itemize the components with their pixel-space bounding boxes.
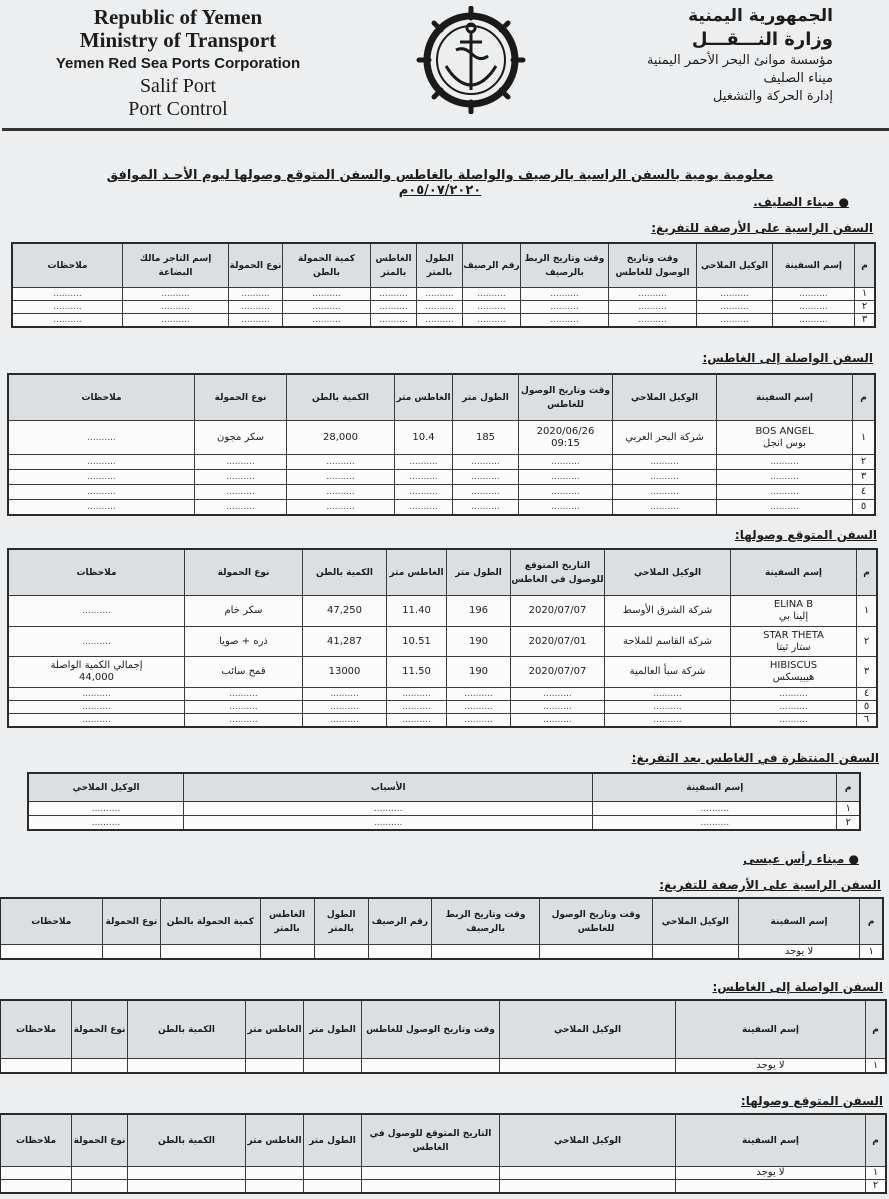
- column-header: وقت وتاريخ الربط بالرصيف: [431, 899, 539, 945]
- column-header: رقم الرصيف: [368, 899, 431, 945]
- table-cell: ..........: [229, 314, 283, 327]
- table-cell: 11.40: [387, 596, 447, 627]
- column-header: م: [866, 1001, 886, 1059]
- table-cell: ..........: [184, 816, 593, 830]
- table-cell: [304, 1167, 362, 1180]
- table-row: [9, 714, 877, 727]
- anchor-wheel-logo: [416, 6, 526, 114]
- column-header: الطول بالمتر: [314, 899, 368, 945]
- column-header: م: [866, 1115, 886, 1167]
- table-cell: ..........: [9, 627, 185, 657]
- column-header: الكمية بالطن: [128, 1001, 246, 1059]
- table-cell: [1, 945, 103, 959]
- table-cell: ..........: [9, 500, 195, 515]
- row-number: ٥: [857, 701, 877, 714]
- row-number: ٣: [853, 470, 875, 485]
- table-cell: إجمالي الكمية الواصلة 44,000: [9, 657, 185, 688]
- table-cell: ..........: [387, 714, 447, 727]
- table-cell: [246, 1180, 304, 1193]
- table-cell: ..........: [447, 701, 511, 714]
- port1-name: ميناء الصليف.: [753, 195, 835, 209]
- table-cell: ..........: [697, 301, 773, 314]
- column-header: إسم التاجر مالك البضاعة: [123, 244, 229, 288]
- header-english: [28, 6, 328, 121]
- header-arabic: [573, 4, 833, 106]
- header-country-ar: الجمهورية اليمنية: [688, 6, 833, 26]
- table-cell: 2020/07/07: [511, 657, 605, 688]
- table-cell: ..........: [511, 714, 605, 727]
- column-header: الأسباب: [184, 774, 593, 802]
- table-cell: ..........: [395, 485, 453, 500]
- table-row: [13, 314, 875, 327]
- table-cell: [500, 1167, 676, 1180]
- table-cell: [128, 1167, 246, 1180]
- table-cell: [500, 1180, 676, 1193]
- column-header: نوع الحمولة: [185, 550, 303, 596]
- table-cell: ..........: [9, 421, 195, 455]
- row-number: ٢: [837, 816, 860, 830]
- column-header: رقم الرصيف: [463, 244, 521, 288]
- table-cell: ..........: [195, 485, 287, 500]
- table-cell: ..........: [185, 701, 303, 714]
- table-cell: ..........: [123, 288, 229, 301]
- table-cell: ..........: [453, 485, 519, 500]
- table-cell: 190: [447, 627, 511, 657]
- table-cell: ..........: [371, 314, 417, 327]
- table-cell: لا يوجد: [676, 1167, 866, 1180]
- table-row: [9, 627, 877, 657]
- table-cell: ..........: [613, 470, 717, 485]
- table-cell: ..........: [717, 485, 853, 500]
- p2-expected-title: السفن المتوقع وصولها:: [740, 1094, 883, 1108]
- column-header: الطول متر: [447, 550, 511, 596]
- table-cell: ..........: [29, 816, 184, 830]
- table-cell: ..........: [605, 701, 731, 714]
- table-cell: ..........: [773, 314, 855, 327]
- table-cell: BOS ANGEL بوس انجل: [717, 421, 853, 455]
- row-number: ١: [837, 802, 860, 816]
- table-cell: ..........: [511, 701, 605, 714]
- table-row: [13, 301, 875, 314]
- row-number: ٦: [857, 714, 877, 727]
- table-cell: ..........: [519, 455, 613, 470]
- column-header: إسم السفينة: [773, 244, 855, 288]
- table-cell: ..........: [717, 455, 853, 470]
- p1-anchorage-title: السفن الواصلة إلى الغاطس:: [702, 351, 873, 365]
- table-row: [9, 455, 875, 470]
- row-number: ١: [860, 945, 883, 959]
- table-cell: ..........: [731, 701, 857, 714]
- table-cell: ..........: [593, 816, 837, 830]
- row-number: ١: [866, 1059, 886, 1073]
- column-header: الطول متر: [304, 1001, 362, 1059]
- table-row: [9, 596, 877, 627]
- p1-anchorage-table: [8, 374, 875, 515]
- table-cell: ..........: [453, 470, 519, 485]
- column-header: الوكيل الملاحي: [29, 774, 184, 802]
- row-number: ١: [853, 421, 875, 455]
- table-cell: ..........: [287, 485, 395, 500]
- table-cell: ..........: [447, 688, 511, 701]
- table-cell: ..........: [511, 688, 605, 701]
- row-number: ٢: [855, 301, 875, 314]
- table-cell: [431, 945, 539, 959]
- column-header: إسم السفينة: [717, 375, 853, 421]
- table-cell: ..........: [395, 470, 453, 485]
- column-header: نوع الحمولة: [72, 1115, 128, 1167]
- table-row: [1, 1167, 886, 1180]
- table-cell: [540, 945, 653, 959]
- table-cell: ..........: [283, 314, 371, 327]
- table-row: [29, 816, 860, 830]
- table-cell: ..........: [283, 288, 371, 301]
- table-cell: ..........: [417, 301, 463, 314]
- table-cell: ..........: [395, 455, 453, 470]
- table-cell: ..........: [697, 288, 773, 301]
- table-cell: لا يوجد: [676, 1059, 866, 1073]
- table-cell: [676, 1180, 866, 1193]
- column-header: م: [857, 550, 877, 596]
- column-header: الطول بالمتر: [417, 244, 463, 288]
- column-header: كمية الحمولة بالطن: [161, 899, 260, 945]
- table-cell: سكر مجون: [195, 421, 287, 455]
- table-cell: [72, 1059, 128, 1073]
- column-header: نوع الحمولة: [102, 899, 161, 945]
- row-number: ١: [855, 288, 875, 301]
- table-cell: ..........: [287, 500, 395, 515]
- table-cell: ..........: [613, 485, 717, 500]
- table-cell: ..........: [303, 701, 387, 714]
- table-cell: ..........: [717, 470, 853, 485]
- table-cell: 28,000: [287, 421, 395, 455]
- table-cell: ..........: [731, 688, 857, 701]
- table-cell: [246, 1059, 304, 1073]
- row-number: ٢: [857, 627, 877, 657]
- document-title: معلومية يومية بالسفن الراسية بالرصيف والواصلة بالغاطس والسفن المتوقع وصولها ليوم الأحـد الموافق ٠٥/٠٧/٢٠٢٠م: [106, 168, 774, 198]
- column-header: الوكيل الملاحي: [652, 899, 738, 945]
- table-cell: ..........: [123, 314, 229, 327]
- table-cell: ..........: [387, 701, 447, 714]
- table-cell: [128, 1180, 246, 1193]
- table-cell: ..........: [453, 455, 519, 470]
- column-header: الوكيل الملاحي: [500, 1115, 676, 1167]
- table-cell: ..........: [453, 500, 519, 515]
- table-cell: [72, 1180, 128, 1193]
- p2-anchorage-table: [0, 1000, 886, 1073]
- column-header: الغاطس متر: [246, 1001, 304, 1059]
- column-header: ملاحظات: [13, 244, 123, 288]
- column-header: الوكيل الملاحي: [697, 244, 773, 288]
- table-row: [1, 1180, 886, 1193]
- table-cell: 11.50: [387, 657, 447, 688]
- table-cell: ..........: [717, 500, 853, 515]
- table-cell: ..........: [283, 301, 371, 314]
- table-cell: ..........: [371, 301, 417, 314]
- p2-anchorage-title: السفن الواصلة إلى الغاطس:: [712, 980, 883, 994]
- table-cell: ..........: [123, 301, 229, 314]
- column-header: التاريخ المتوقع للوصول في الغاطس: [362, 1115, 500, 1167]
- table-row: [29, 802, 860, 816]
- column-header: إسم السفينة: [738, 899, 860, 945]
- table-cell: [652, 945, 738, 959]
- table-row: [1, 945, 883, 959]
- table-cell: ذره + صويا: [185, 627, 303, 657]
- column-header: نوع الحمولة: [229, 244, 283, 288]
- table-cell: 185: [453, 421, 519, 455]
- table-cell: ..........: [185, 688, 303, 701]
- table-cell: ..........: [9, 455, 195, 470]
- row-number: ١: [866, 1167, 886, 1180]
- table-row: [13, 288, 875, 301]
- table-cell: ..........: [773, 301, 855, 314]
- table-cell: ..........: [613, 500, 717, 515]
- table-cell: ..........: [463, 288, 521, 301]
- row-number: ٣: [855, 314, 875, 327]
- column-header: ملاحظات: [9, 375, 195, 421]
- table-cell: ..........: [9, 688, 185, 701]
- table-cell: 41,287: [303, 627, 387, 657]
- port2-name: ميناء رأس عيسى: [743, 852, 845, 866]
- header-port-ar: ميناء الصليف: [763, 71, 833, 86]
- table-cell: ..........: [605, 714, 731, 727]
- table-cell: ..........: [9, 714, 185, 727]
- table-cell: ..........: [303, 688, 387, 701]
- table-cell: ..........: [519, 485, 613, 500]
- header-corporation: Yemen Red Sea Ports Corporation: [55, 55, 301, 72]
- table-row: [9, 470, 875, 485]
- table-cell: ..........: [697, 314, 773, 327]
- table-cell: ..........: [519, 500, 613, 515]
- p1-waiting-title: السفن المنتظرة في الغاطس بعد التفريغ:: [631, 751, 879, 765]
- p2-berthed-title: السفن الراسية على الأرصفة للتفريغ:: [659, 878, 881, 892]
- table-cell: [1, 1059, 72, 1073]
- table-cell: ..........: [9, 470, 195, 485]
- column-header: الغاطس متر: [387, 550, 447, 596]
- table-cell: قمح سائب: [185, 657, 303, 688]
- row-number: ٣: [857, 657, 877, 688]
- port2-heading: ● ميناء رأس عيسى: [743, 852, 859, 866]
- table-cell: ..........: [395, 500, 453, 515]
- column-header: م: [860, 899, 883, 945]
- table-cell: ..........: [287, 470, 395, 485]
- table-row: [1, 1059, 886, 1073]
- table-row: [9, 485, 875, 500]
- table-cell: ..........: [521, 314, 609, 327]
- p1-expected-table: [8, 549, 877, 727]
- table-cell: ..........: [731, 714, 857, 727]
- table-cell: 190: [447, 657, 511, 688]
- row-number: ٤: [853, 485, 875, 500]
- table-cell: ..........: [521, 301, 609, 314]
- column-header: الطول متر: [304, 1115, 362, 1167]
- column-header: ملاحظات: [9, 550, 185, 596]
- table-cell: [128, 1059, 246, 1073]
- header-port: Salif Port: [139, 75, 217, 97]
- table-cell: 10.4: [395, 421, 453, 455]
- column-header: وقت وتاريخ الوصول للغاطس: [519, 375, 613, 421]
- table-cell: ..........: [387, 688, 447, 701]
- table-cell: ..........: [463, 301, 521, 314]
- table-cell: ..........: [287, 455, 395, 470]
- p1-expected-title: السفن المتوقع وصولها:: [734, 528, 877, 542]
- column-header: ملاحظات: [1, 899, 103, 945]
- table-cell: شركة سبأ العالمية: [605, 657, 731, 688]
- row-number: ١: [857, 596, 877, 627]
- table-cell: ..........: [463, 314, 521, 327]
- table-cell: ..........: [195, 455, 287, 470]
- column-header: م: [837, 774, 860, 802]
- header-department-ar: إدارة الحركة والتشغيل: [712, 89, 833, 104]
- table-cell: 196: [447, 596, 511, 627]
- table-row: [9, 657, 877, 688]
- column-header: الغاطس بالمتر: [371, 244, 417, 288]
- table-cell: ..........: [593, 802, 837, 816]
- column-header: وقت وتاريخ الوصول للغاطس: [540, 899, 653, 945]
- table-cell: [102, 945, 161, 959]
- table-cell: 10.51: [387, 627, 447, 657]
- column-header: الوكيل الملاحي: [605, 550, 731, 596]
- column-header: الكمية بالطن: [128, 1115, 246, 1167]
- table-cell: HIBISCUS هيبيسكس: [731, 657, 857, 688]
- table-cell: سكر خام: [185, 596, 303, 627]
- table-cell: [72, 1167, 128, 1180]
- column-header: نوع الحمولة: [72, 1001, 128, 1059]
- table-cell: ..........: [9, 485, 195, 500]
- table-cell: [304, 1059, 362, 1073]
- table-cell: [304, 1180, 362, 1193]
- table-cell: 2020/07/01: [511, 627, 605, 657]
- table-cell: ..........: [417, 288, 463, 301]
- table-cell: 2020/06/26 09:15: [519, 421, 613, 455]
- table-cell: ..........: [609, 301, 697, 314]
- table-cell: شركة البحر العربي: [613, 421, 717, 455]
- table-cell: شركة الشرق الأوسط: [605, 596, 731, 627]
- column-header: الغاطس متر: [246, 1115, 304, 1167]
- table-cell: [1, 1180, 72, 1193]
- header-country: Republic of Yemen: [93, 5, 263, 29]
- table-cell: [161, 945, 260, 959]
- header-ministry-ar: وزارة النـــقـــل: [691, 29, 833, 50]
- table-cell: ELINA B إلينا بي: [731, 596, 857, 627]
- column-header: نوع الحمولة: [195, 375, 287, 421]
- table-row: [9, 688, 877, 701]
- column-header: الطول متر: [453, 375, 519, 421]
- row-number: ٢: [853, 455, 875, 470]
- column-header: التاريخ المتوقع للوصول في الغاطس: [511, 550, 605, 596]
- table-cell: شركة القاسم للملاحة: [605, 627, 731, 657]
- column-header: وقت وتاريخ الوصول للغاطس: [362, 1001, 500, 1059]
- table-cell: [246, 1167, 304, 1180]
- table-cell: STAR THETA ستار ثيتا: [731, 627, 857, 657]
- table-cell: ..........: [185, 714, 303, 727]
- table-cell: ..........: [521, 288, 609, 301]
- column-header: م: [855, 244, 875, 288]
- table-cell: ..........: [613, 455, 717, 470]
- table-cell: [368, 945, 431, 959]
- table-row: [9, 701, 877, 714]
- column-header: الوكيل الملاحي: [613, 375, 717, 421]
- table-cell: ..........: [609, 314, 697, 327]
- column-header: الوكيل الملاحي: [500, 1001, 676, 1059]
- table-cell: 2020/07/07: [511, 596, 605, 627]
- column-header: الكمية بالطن: [287, 375, 395, 421]
- column-header: إسم السفينة: [731, 550, 857, 596]
- table-cell: ..........: [184, 802, 593, 816]
- p2-berthed-table: [0, 898, 883, 959]
- header-corporation-ar: مؤسسة موانئ البحر الأحمر اليمنية: [646, 53, 833, 68]
- table-cell: ..........: [9, 701, 185, 714]
- table-cell: لا يوجد: [738, 945, 860, 959]
- p1-berthed-table: [12, 243, 875, 327]
- table-row: [9, 500, 875, 515]
- row-number: ٥: [853, 500, 875, 515]
- table-cell: ..........: [13, 314, 123, 327]
- column-header: م: [853, 375, 875, 421]
- table-cell: [362, 1180, 500, 1193]
- p1-waiting-table: [28, 773, 860, 830]
- column-header: ملاحظات: [1, 1115, 72, 1167]
- column-header: الغاطس بالمتر: [260, 899, 314, 945]
- table-cell: ..........: [229, 288, 283, 301]
- p1-berthed-title: السفن الراسية على الأرصفة للتفريغ:: [651, 221, 873, 235]
- table-cell: [260, 945, 314, 959]
- table-cell: [314, 945, 368, 959]
- header-department: Port Control: [128, 98, 228, 120]
- table-cell: [500, 1059, 676, 1073]
- column-header: الكمية بالطن: [303, 550, 387, 596]
- table-cell: ..........: [773, 288, 855, 301]
- header-divider: [2, 128, 889, 131]
- table-cell: [362, 1059, 500, 1073]
- table-row: [9, 421, 875, 455]
- column-header: وقت وتاريخ الوصول للغاطس: [609, 244, 697, 288]
- table-cell: ..........: [13, 288, 123, 301]
- table-cell: ..........: [303, 714, 387, 727]
- table-cell: ..........: [229, 301, 283, 314]
- table-cell: ..........: [371, 288, 417, 301]
- column-header: إسم السفينة: [676, 1001, 866, 1059]
- table-cell: ..........: [447, 714, 511, 727]
- column-header: ملاحظات: [1, 1001, 72, 1059]
- table-cell: [1, 1167, 72, 1180]
- table-cell: ..........: [195, 500, 287, 515]
- table-cell: ..........: [417, 314, 463, 327]
- table-cell: ..........: [609, 288, 697, 301]
- table-cell: ..........: [605, 688, 731, 701]
- table-cell: ..........: [9, 596, 185, 627]
- column-header: إسم السفينة: [676, 1115, 866, 1167]
- row-number: ٢: [866, 1180, 886, 1193]
- column-header: وقت وتاريخ الربط بالرصيف: [521, 244, 609, 288]
- port1-heading: ● ميناء الصليف.: [753, 195, 849, 209]
- table-cell: [362, 1167, 500, 1180]
- table-cell: ..........: [195, 470, 287, 485]
- column-header: كمية الحمولة بالطن: [283, 244, 371, 288]
- table-cell: ..........: [29, 802, 184, 816]
- table-cell: ..........: [519, 470, 613, 485]
- table-cell: ..........: [13, 301, 123, 314]
- table-cell: 13000: [303, 657, 387, 688]
- header-ministry: Ministry of Transport: [79, 28, 277, 52]
- p2-expected-table: [0, 1114, 886, 1193]
- column-header: إسم السفينة: [593, 774, 837, 802]
- table-cell: 47,250: [303, 596, 387, 627]
- row-number: ٤: [857, 688, 877, 701]
- column-header: الغاطس متر: [395, 375, 453, 421]
